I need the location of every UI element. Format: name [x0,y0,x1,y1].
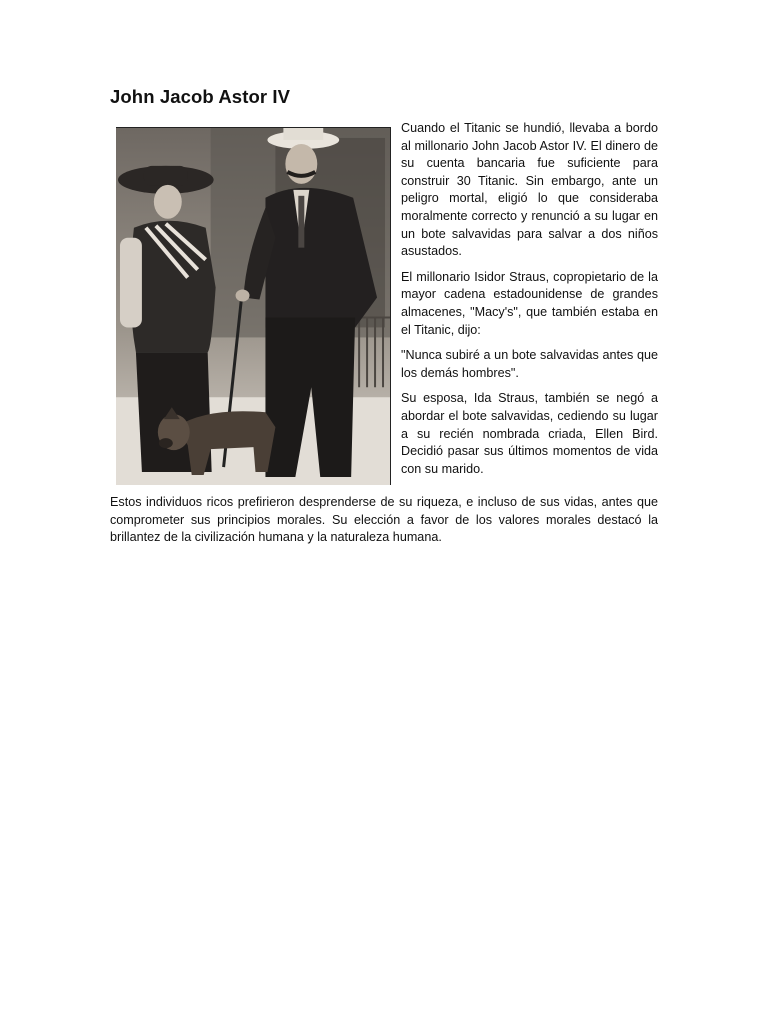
paragraph-quote: "Nunca subiré a un bote salvavidas antes que los demás hombres". [401,348,658,380]
page-title: John Jacob Astor IV [110,86,291,107]
historical-photo [116,127,391,485]
paragraph-astor: Cuando el Titanic se hundió, llevaba a bordo al millonario John Jacob Astor IV. El dinero de su cuenta bancaria fue suficiente para construir 30 Titanic. Sin embargo, ante un peligro mortal, eligió lo que consideraba moralmente correcto y renunció a su lugar en un bote salvavidas para salvar a dos niños asustados. [401,121,658,259]
side-text-column [401,120,658,486]
photo-couple-with-dog-icon [116,128,390,485]
closing-paragraph: Estos individuos ricos prefirieron desprenderse de su riqueza, e incluso de sus vidas, antes que comprometer sus principios morales. Su elección a favor de los valores morales destacó la brillantez de la civilización humana y la naturaleza humana. [110,495,658,545]
paragraph-ida-straus: Su esposa, Ida Straus, también se negó a abordar el bote salvavidas, cediendo su lugar a su recién nombrada criada, Ellen Bird. Decidió pasar sus últimos momentos de vida con su marido. [401,391,658,476]
paragraph-isidor-straus: El millonario Isidor Straus, copropietario de la mayor cadena estadounidense de grandes almacenes, "Macy's", que también estaba en el Titanic, dijo: [401,269,658,337]
